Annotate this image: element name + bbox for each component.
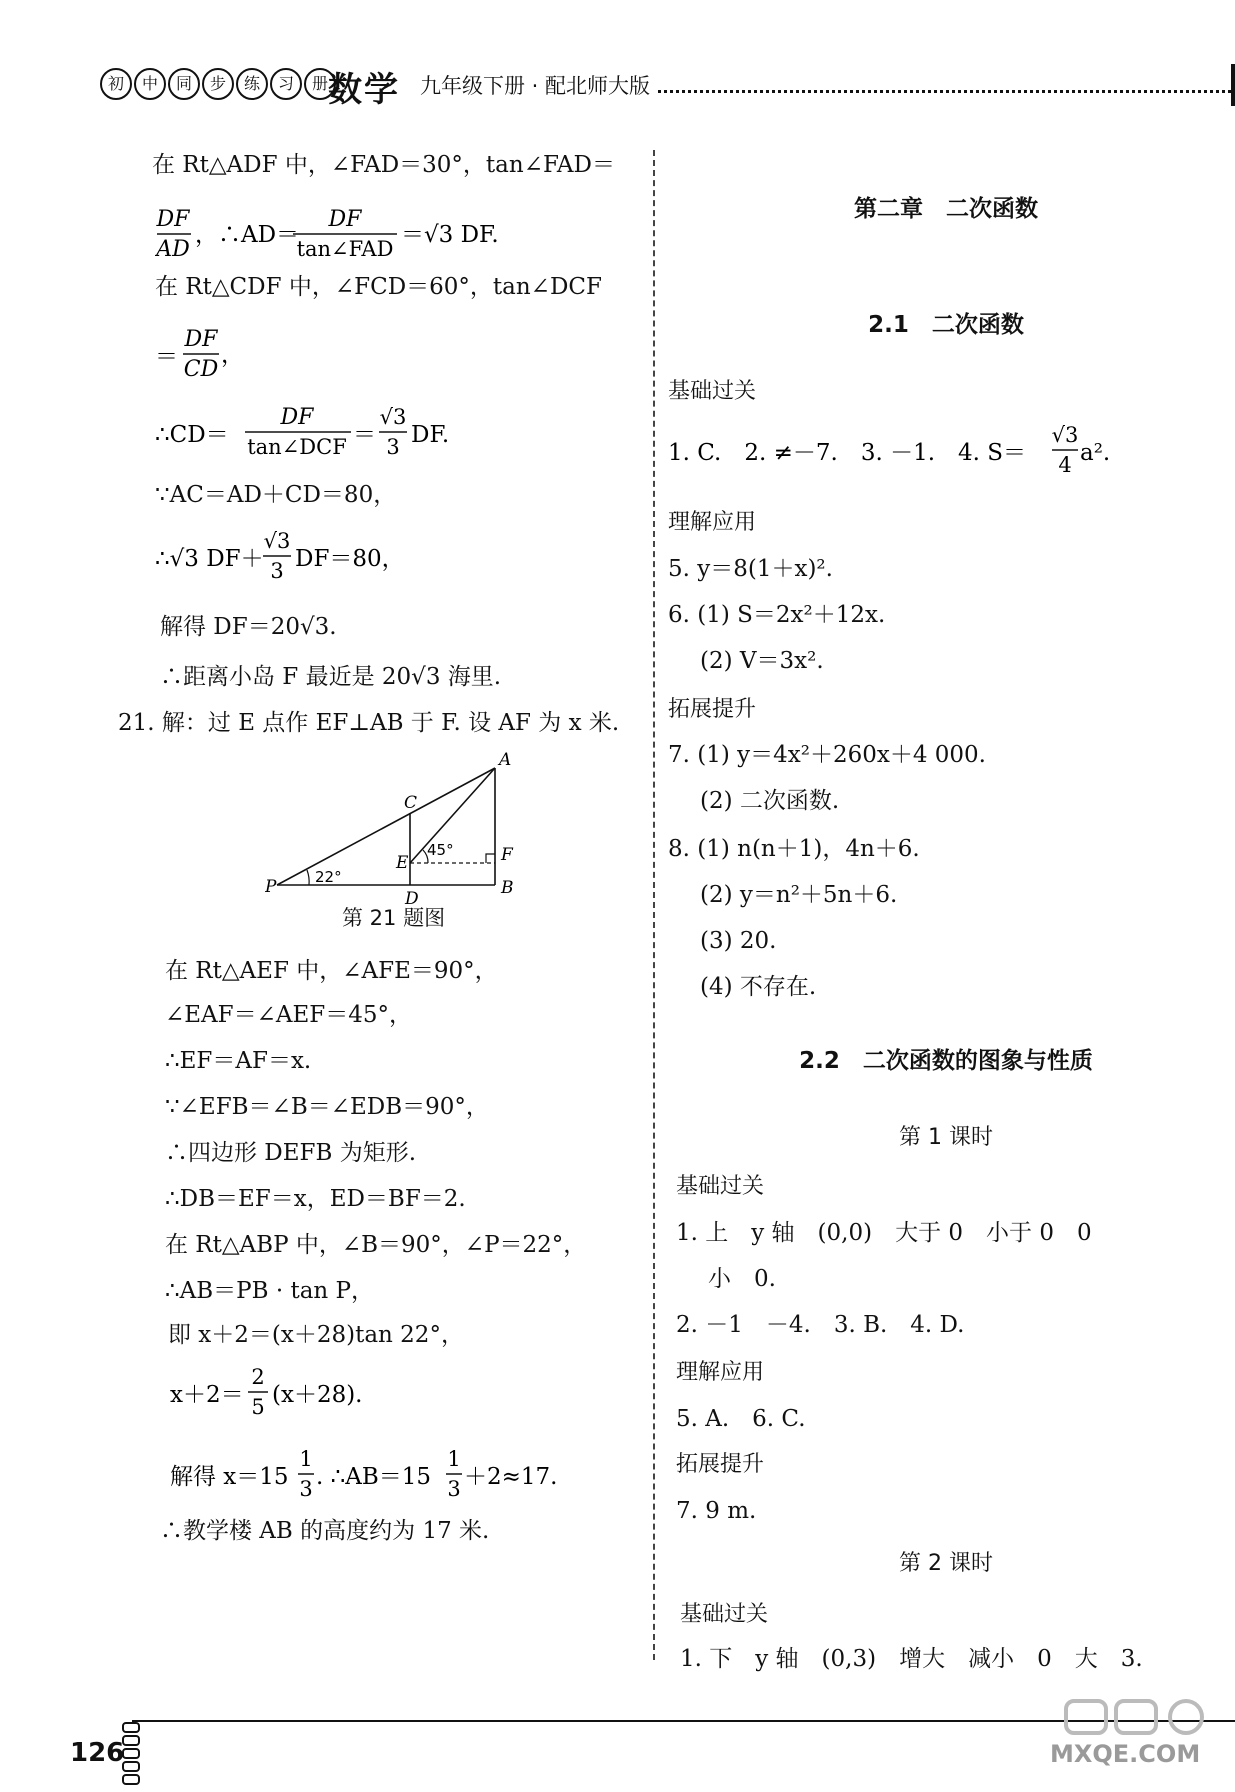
page-number: 126 <box>70 1738 125 1768</box>
frac-num: DF <box>156 207 190 232</box>
formula-text: DF＝80， <box>295 546 405 572</box>
formula-text: ∴CD＝ <box>155 422 229 448</box>
section-title-2-1: 2.1 二次函数 <box>868 312 1024 338</box>
frac-den: 3 <box>270 559 284 583</box>
subhead-basic: 基础过关 <box>680 1602 769 1627</box>
binding-spiral-icon <box>122 1722 140 1787</box>
formula-text: a². <box>1080 440 1111 466</box>
text-line: 在 Rt△AEF 中，∠AFE＝90°， <box>165 958 498 984</box>
formula-ad <box>155 204 535 264</box>
formula-text: ＝ <box>353 422 376 448</box>
label-b: B <box>501 878 514 898</box>
answer-line: 小 0. <box>708 1266 776 1292</box>
frac-num: 2 <box>251 1366 265 1389</box>
text-line: 在 Rt△ADF 中，∠FAD＝30°，tan∠FAD＝ <box>152 152 615 178</box>
answer-line: 8. (1) n(n＋1)，4n＋6. <box>668 836 920 862</box>
formula-tan22 <box>170 1366 450 1426</box>
subhead-basic: 基础过关 <box>668 379 757 404</box>
formula-text: 解得 x＝15 <box>170 1464 289 1490</box>
formula-text: ， <box>221 342 244 368</box>
formula-text: . ∴AB＝15 <box>316 1464 432 1490</box>
page-header <box>100 62 1235 108</box>
lesson-2-title: 第 2 课时 <box>899 1551 993 1576</box>
answer-line: (2) V＝3x². <box>700 648 824 674</box>
grade-edition: 九年级下册 · 配北师大版 <box>420 74 651 98</box>
subhead-apply: 理解应用 <box>676 1360 765 1385</box>
series-char: 初 <box>100 68 132 100</box>
text-line: ∴AB＝PB · tan P， <box>165 1278 375 1304</box>
series-char: 习 <box>270 68 302 100</box>
label-d: D <box>405 889 419 905</box>
answers-2-1-basic <box>668 420 1138 480</box>
formula-sum <box>155 530 455 590</box>
answer-line: (2) y＝n²＋5n＋6. <box>700 882 898 908</box>
text-line: 在 Rt△CDF 中，∠FCD＝60°，tan∠DCF <box>155 274 602 300</box>
series-char: 练 <box>236 68 268 100</box>
answer-line: 5. A. 6. C. <box>676 1406 806 1432</box>
watermark-logo-icon <box>1062 1697 1212 1737</box>
formula-text: ＝√3 DF. <box>401 222 499 248</box>
label-c: C <box>404 793 418 813</box>
frac-num: 1 <box>447 1447 461 1471</box>
text-line: 解得 DF＝20√3. <box>160 614 337 640</box>
formula-text: ＋2≈17. <box>464 1464 558 1490</box>
series-char: 步 <box>202 68 234 100</box>
angle-22-label: 22° <box>315 868 342 886</box>
formula-cd <box>155 404 475 464</box>
lesson-1-title: 第 1 课时 <box>899 1125 993 1150</box>
series-title <box>100 68 336 100</box>
answer-line: (4) 不存在. <box>700 974 817 1000</box>
answer-line: 6. (1) S＝2x²＋12x. <box>668 602 886 628</box>
label-p: P <box>265 877 277 897</box>
frac-den: 5 <box>251 1395 265 1419</box>
frac-den: tan∠FAD <box>296 237 394 261</box>
section-title-2-2: 2.2 二次函数的图象与性质 <box>799 1048 1093 1074</box>
formula-text: (x＋28). <box>272 1382 363 1408</box>
frac-den: 4 <box>1058 453 1072 477</box>
label-e: E <box>396 853 409 873</box>
answer-line: 1. 下 y 轴 (0,3) 增大 减小 0 大 3. <box>680 1646 1143 1672</box>
series-char: 同 <box>168 68 200 100</box>
label-f: F <box>501 845 513 865</box>
angle-45-label: 45° <box>427 841 454 859</box>
frac-den: CD <box>183 357 219 382</box>
formula-text: ＝ <box>155 344 178 370</box>
frac-den: tan∠DCF <box>247 435 347 459</box>
series-char: 中 <box>134 68 166 100</box>
answer-line: 5. y＝8(1＋x)². <box>668 556 833 582</box>
formula-text: DF. <box>411 422 450 448</box>
frac-num: √3 <box>379 405 407 429</box>
watermark-text: MXQE.COM <box>1050 1740 1201 1768</box>
text-line: ∴距离小岛 F 最近是 20√3 海里. <box>160 664 502 690</box>
chapter-title: 第二章 二次函数 <box>854 196 1038 222</box>
text-line: ∵AC＝AD＋CD＝80， <box>155 482 397 508</box>
frac-num: DF <box>328 207 362 232</box>
frac-num: DF <box>280 405 314 430</box>
text-line: ∴EF＝AF＝x. <box>165 1048 312 1074</box>
answer-line: 7. 9 m. <box>676 1498 757 1524</box>
frac-den: 3 <box>386 435 400 459</box>
answer-line: 7. (1) y＝4x²＋260x＋4 000. <box>668 742 986 768</box>
header-dotted-rule <box>658 90 1231 93</box>
frac-num: 1 <box>299 1447 313 1471</box>
text-line: ∴教学楼 AB 的高度约为 17 米. <box>160 1518 490 1544</box>
text-line: 即 x＋2＝(x＋28)tan 22°， <box>168 1322 464 1348</box>
subject-title: 数学 <box>328 70 400 110</box>
subhead-apply: 理解应用 <box>668 510 757 535</box>
column-divider <box>653 150 655 1660</box>
formula-tan-dcf <box>155 322 275 382</box>
problem-21-figure <box>265 750 535 905</box>
text-line: 在 Rt△ABP 中，∠B＝90°，∠P＝22°， <box>165 1232 587 1258</box>
formula-text: x＋2＝ <box>170 1382 244 1408</box>
formula-text: ，∴AD＝ <box>195 222 300 248</box>
frac-num: √3 <box>263 530 291 553</box>
subhead-extend: 拓展提升 <box>668 697 757 722</box>
frac-den: AD <box>156 237 190 262</box>
frac-den: 3 <box>299 1477 313 1501</box>
answer-line: 2. －1 －4. 3. B. 4. D. <box>676 1312 965 1338</box>
answer-line: 1. 上 y 轴 (0,0) 大于 0 小于 0 0 <box>676 1220 1092 1246</box>
text-line: ∵∠EFB＝∠B＝∠EDB＝90°， <box>165 1094 489 1120</box>
text-line: ∴四边形 DEFB 为矩形. <box>165 1140 417 1166</box>
subhead-basic: 基础过关 <box>676 1174 765 1199</box>
frac-num: √3 <box>1051 423 1079 447</box>
subhead-extend: 拓展提升 <box>676 1452 765 1477</box>
frac-num: DF <box>184 327 218 352</box>
series-char: 册 <box>304 68 336 100</box>
text-line: ∠EAF＝∠AEF＝45°， <box>165 1002 413 1028</box>
label-a: A <box>499 750 512 770</box>
frac-den: 3 <box>447 1477 461 1501</box>
figure-caption: 第 21 题图 <box>342 906 446 930</box>
problem-21-line: 21. 解：过 E 点作 EF⊥AB 于 F. 设 AF 为 x 米. <box>118 710 620 736</box>
formula-text: 1. C. 2. ≠－7. 3. －1. 4. S＝ <box>668 440 1027 466</box>
header-edge-bar <box>1231 64 1235 106</box>
formula-text: ∴√3 DF＋ <box>155 546 264 572</box>
answer-line: (2) 二次函数. <box>700 788 840 814</box>
text-line: ∴DB＝EF＝x，ED＝BF＝2. <box>165 1186 466 1212</box>
formula-solution <box>170 1446 590 1510</box>
answer-line: (3) 20. <box>700 928 777 954</box>
